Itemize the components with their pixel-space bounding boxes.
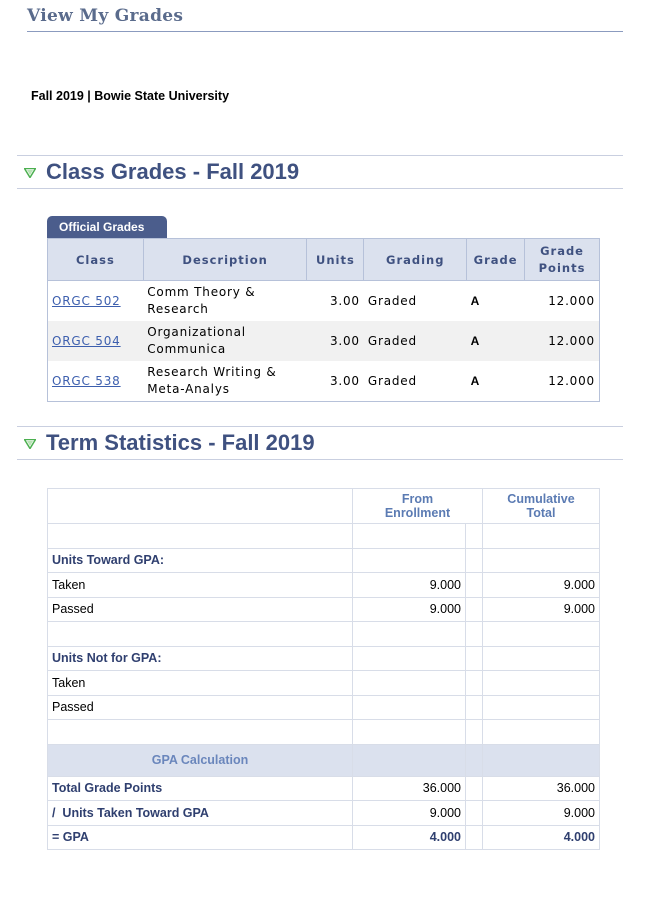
grade-points-value: 12.000 bbox=[548, 294, 595, 308]
col-grade-points: Grade Points bbox=[525, 239, 600, 281]
cum-value: 9.000 bbox=[483, 573, 600, 598]
row-label: Taken bbox=[48, 671, 353, 696]
units-value: 3.00 bbox=[329, 374, 360, 388]
total-grade-points-label: Total Grade Points bbox=[48, 776, 353, 801]
col-class: Class bbox=[48, 239, 144, 281]
class-link[interactable]: ORGC 502 bbox=[52, 294, 121, 308]
col-cumulative-total: Cumulative Total bbox=[483, 489, 600, 524]
term-heading: Fall 2019 | Bowie State University bbox=[31, 89, 230, 103]
from-value: 9.000 bbox=[353, 597, 466, 622]
table-row bbox=[48, 361, 600, 402]
table-row bbox=[48, 646, 600, 671]
table-row bbox=[48, 671, 600, 696]
title-divider bbox=[27, 31, 623, 32]
term-statistics-title: Term Statistics - Fall 2019 bbox=[46, 430, 315, 455]
table-row bbox=[48, 281, 600, 322]
col-description: Description bbox=[143, 239, 307, 281]
description-line: Research Writing & bbox=[147, 365, 277, 379]
grading-value: Graded bbox=[364, 321, 467, 361]
row-label: Taken bbox=[48, 573, 353, 598]
description-line: Research bbox=[147, 302, 209, 316]
description-line: Communica bbox=[147, 342, 227, 356]
col-units: Units bbox=[307, 239, 364, 281]
spacer-row bbox=[48, 524, 600, 549]
from-value: 36.000 bbox=[353, 776, 466, 801]
triangle-down-icon[interactable] bbox=[24, 439, 36, 449]
class-link[interactable]: ORGC 538 bbox=[52, 374, 121, 388]
from-value: 9.000 bbox=[353, 573, 466, 598]
table-row bbox=[48, 695, 600, 720]
term-statistics-table bbox=[47, 488, 600, 850]
class-grades-section-header[interactable] bbox=[17, 155, 623, 189]
grading-value: Graded bbox=[367, 294, 417, 308]
spacer-row bbox=[48, 720, 600, 745]
spacer-row bbox=[48, 622, 600, 647]
term-statistics-section-header[interactable] bbox=[17, 426, 623, 460]
class-grades-title: Class Grades - Fall 2019 bbox=[46, 159, 300, 184]
grade-value: A bbox=[470, 294, 481, 308]
gpa-calculation-label: GPA Calculation bbox=[48, 744, 353, 776]
stats-header-row bbox=[48, 489, 600, 524]
col-grade: Grade bbox=[467, 239, 525, 281]
col-grading: Grading bbox=[364, 239, 467, 281]
gpa-cum-value: 4.000 bbox=[483, 825, 600, 850]
table-row bbox=[48, 801, 600, 826]
units-value: 3.00 bbox=[307, 321, 364, 361]
cum-value: 9.000 bbox=[483, 597, 600, 622]
page-title: View My Grades bbox=[27, 6, 184, 26]
row-label: Passed bbox=[48, 695, 353, 720]
col-from-enrollment: From Enrollment bbox=[353, 489, 483, 524]
triangle-down-icon[interactable] bbox=[24, 168, 36, 178]
units-toward-gpa-label: Units Toward GPA: bbox=[48, 548, 353, 573]
grade-value: A bbox=[470, 374, 481, 388]
table-row bbox=[48, 597, 600, 622]
gpa-label: = GPA bbox=[48, 825, 353, 850]
table-row bbox=[48, 825, 600, 850]
grades-header-row bbox=[48, 239, 600, 281]
table-row bbox=[48, 573, 600, 598]
description-line: Comm Theory & bbox=[147, 285, 256, 299]
table-row bbox=[48, 776, 600, 801]
tab-official-grades[interactable]: Official Grades bbox=[47, 216, 167, 238]
units-taken-toward-gpa-label: / Units Taken Toward GPA bbox=[48, 801, 353, 826]
from-value: 9.000 bbox=[353, 801, 466, 826]
grade-points-value: 12.000 bbox=[548, 374, 595, 388]
grades-table bbox=[47, 238, 600, 402]
units-not-for-gpa-label: Units Not for GPA: bbox=[48, 646, 353, 671]
units-value: 3.00 bbox=[329, 294, 360, 308]
cum-value: 9.000 bbox=[483, 801, 600, 826]
row-label: Passed bbox=[48, 597, 353, 622]
table-row bbox=[48, 548, 600, 573]
description-line: Meta-Analys bbox=[147, 382, 230, 396]
gpa-calculation-row bbox=[48, 744, 600, 776]
description-line: Organizational bbox=[147, 325, 246, 339]
grade-value: A bbox=[467, 321, 525, 361]
grade-points-value: 12.000 bbox=[525, 321, 600, 361]
class-link[interactable]: ORGC 504 bbox=[52, 334, 121, 348]
table-row bbox=[48, 321, 600, 361]
cum-value: 36.000 bbox=[483, 776, 600, 801]
grading-value: Graded bbox=[367, 374, 417, 388]
gpa-from-value: 4.000 bbox=[353, 825, 466, 850]
